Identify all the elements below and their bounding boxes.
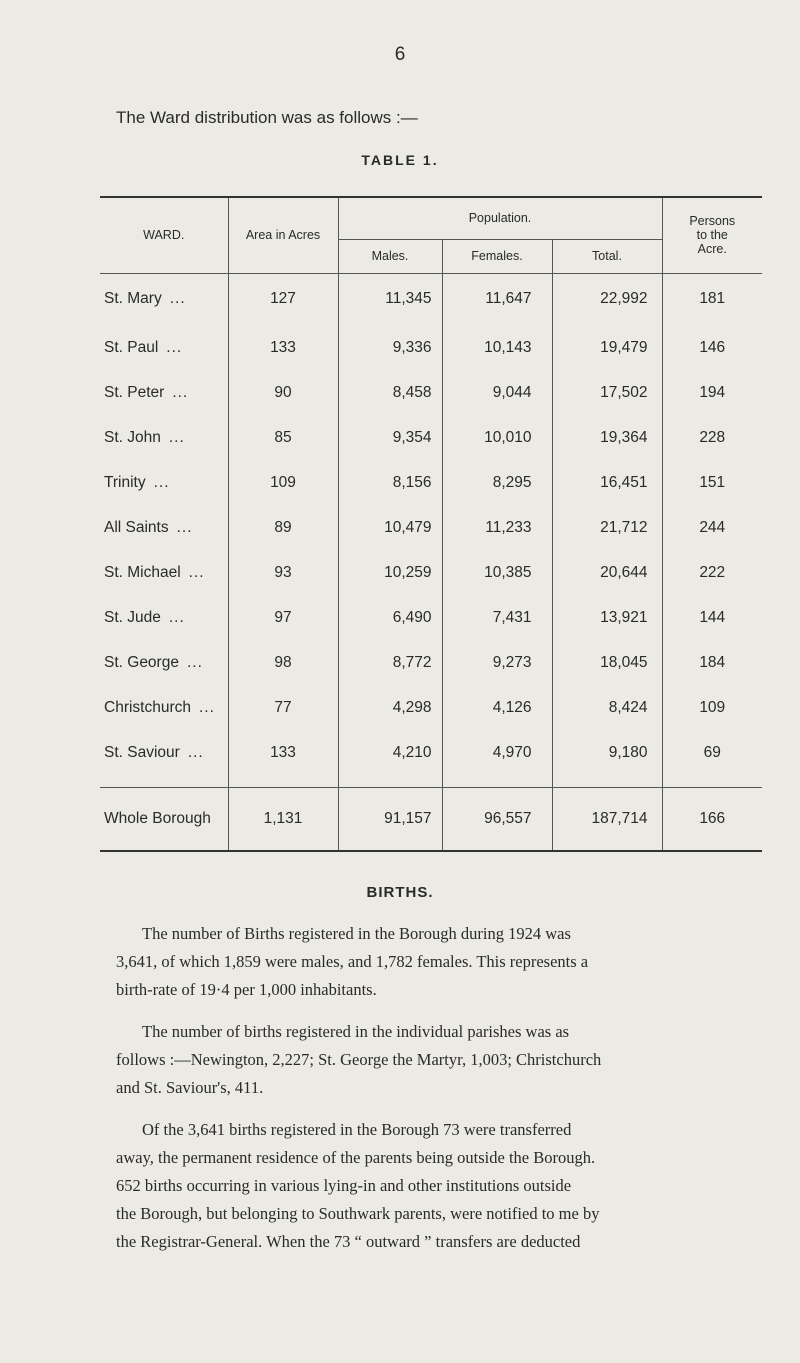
header-persons-line3: Acre. bbox=[697, 242, 727, 257]
leader-dots: ... bbox=[169, 290, 186, 308]
cell-total: 19,479 bbox=[552, 325, 662, 370]
cell-persons: 181 bbox=[662, 273, 762, 325]
para3-line: Of the 3,641 births registered in the Borough 73 were transferred bbox=[142, 1120, 572, 1139]
ward-name: St. Mary bbox=[104, 290, 162, 308]
births-paragraph-2 bbox=[116, 1018, 756, 1102]
table-total-row bbox=[100, 787, 762, 851]
para3-line: 652 births occurring in various lying-in and other institutions outside bbox=[116, 1176, 572, 1195]
cell-females: 8,295 bbox=[442, 460, 552, 505]
births-heading: BIRTHS. bbox=[366, 884, 434, 901]
header-males: Males. bbox=[338, 239, 442, 273]
ward-name: St. Peter bbox=[104, 383, 165, 401]
cell-ward bbox=[100, 640, 228, 685]
cell-ward bbox=[100, 595, 228, 640]
table-title: TABLE 1. bbox=[361, 152, 439, 168]
header-females: Females. bbox=[442, 239, 552, 273]
ward-name: St. Jude bbox=[104, 608, 161, 626]
leader-dots: ... bbox=[172, 383, 189, 401]
cell-ward bbox=[100, 685, 228, 730]
cell-persons: 151 bbox=[662, 460, 762, 505]
cell-area: 133 bbox=[228, 325, 338, 370]
leader-dots: ... bbox=[187, 743, 204, 761]
para2-line: The number of births registered in the individual parishes was as bbox=[142, 1022, 570, 1041]
para2-line: follows :—Newington, 2,227; St. George the Martyr, 1,003; Christchurch bbox=[116, 1050, 602, 1069]
cell-persons: 109 bbox=[662, 685, 762, 730]
cell-total: 21,712 bbox=[552, 505, 662, 550]
cell-total: 22,992 bbox=[552, 273, 662, 325]
leader-dots: ... bbox=[168, 608, 185, 626]
cell-males: 9,336 bbox=[338, 325, 442, 370]
ward-name: St. Saviour bbox=[104, 743, 180, 761]
cell-females: 7,431 bbox=[442, 595, 552, 640]
table-row bbox=[100, 370, 762, 415]
cell-ward bbox=[100, 505, 228, 550]
cell-females: 4,126 bbox=[442, 685, 552, 730]
cell-males: 11,345 bbox=[338, 273, 442, 325]
page-number: 6 bbox=[394, 44, 406, 65]
table-row bbox=[100, 325, 762, 370]
leader-dots: ... bbox=[176, 518, 193, 536]
table-row bbox=[100, 730, 762, 775]
header-area: Area in Acres bbox=[228, 197, 338, 273]
para3-line: away, the permanent residence of the parents being outside the Borough. bbox=[116, 1148, 596, 1167]
cell-males: 10,479 bbox=[338, 505, 442, 550]
table-row bbox=[100, 595, 762, 640]
cell-ward bbox=[100, 415, 228, 460]
table-row bbox=[100, 685, 762, 730]
cell-area: 93 bbox=[228, 550, 338, 595]
ward-distribution-table bbox=[100, 196, 762, 852]
cell-ward bbox=[100, 273, 228, 325]
cell-persons: 184 bbox=[662, 640, 762, 685]
ward-name: All Saints bbox=[104, 518, 169, 536]
cell-ward bbox=[100, 325, 228, 370]
cell-area: 97 bbox=[228, 595, 338, 640]
table-row bbox=[100, 550, 762, 595]
leader-dots: ... bbox=[166, 338, 183, 356]
cell-females: 11,233 bbox=[442, 505, 552, 550]
cell-ward bbox=[100, 730, 228, 775]
cell-area: 89 bbox=[228, 505, 338, 550]
ward-name: St. John bbox=[104, 428, 161, 446]
leader-dots: ... bbox=[199, 698, 215, 716]
para3-line: the Borough, but belonging to Southwark parents, were notified to me by bbox=[116, 1204, 600, 1223]
cell-females: 11,647 bbox=[442, 273, 552, 325]
cell-males: 6,490 bbox=[338, 595, 442, 640]
para2-line: and St. Saviour's, 411. bbox=[116, 1078, 264, 1097]
cell-total: 18,045 bbox=[552, 640, 662, 685]
cell-males: 8,458 bbox=[338, 370, 442, 415]
cell-males: 10,259 bbox=[338, 550, 442, 595]
cell-persons: 194 bbox=[662, 370, 762, 415]
cell-females: 10,385 bbox=[442, 550, 552, 595]
total-females: 96,557 bbox=[442, 787, 552, 851]
cell-females: 4,970 bbox=[442, 730, 552, 775]
table-row bbox=[100, 460, 762, 505]
cell-persons: 222 bbox=[662, 550, 762, 595]
leader-dots: ... bbox=[188, 563, 205, 581]
total-area: 1,131 bbox=[228, 787, 338, 851]
para1-line: The number of Births registered in the Borough during 1924 was bbox=[142, 924, 571, 943]
cell-total: 16,451 bbox=[552, 460, 662, 505]
cell-persons: 144 bbox=[662, 595, 762, 640]
header-total: Total. bbox=[552, 239, 662, 273]
cell-total: 9,180 bbox=[552, 730, 662, 775]
cell-females: 9,273 bbox=[442, 640, 552, 685]
para3-line: the Registrar-General. When the 73 “ outward ” transfers are deducted bbox=[116, 1232, 581, 1251]
header-population: Population. bbox=[338, 197, 662, 239]
table-row bbox=[100, 415, 762, 460]
cell-total: 8,424 bbox=[552, 685, 662, 730]
cell-persons: 69 bbox=[662, 730, 762, 775]
cell-area: 109 bbox=[228, 460, 338, 505]
table-row bbox=[100, 273, 762, 325]
leader-dots: ... bbox=[186, 653, 203, 671]
ward-name: Christchurch bbox=[104, 698, 191, 716]
cell-ward bbox=[100, 550, 228, 595]
total-persons: 166 bbox=[662, 787, 762, 851]
cell-persons: 228 bbox=[662, 415, 762, 460]
cell-ward bbox=[100, 370, 228, 415]
cell-area: 85 bbox=[228, 415, 338, 460]
cell-males: 4,298 bbox=[338, 685, 442, 730]
ward-name: Trinity bbox=[104, 473, 146, 491]
cell-males: 9,354 bbox=[338, 415, 442, 460]
leader-dots: ... bbox=[153, 473, 170, 491]
header-persons-line2: to the bbox=[696, 228, 728, 243]
total-total: 187,714 bbox=[552, 787, 662, 851]
para1-line: 3,641, of which 1,859 were males, and 1,782 females. This represents a bbox=[116, 952, 589, 971]
cell-total: 17,502 bbox=[552, 370, 662, 415]
table-row bbox=[100, 505, 762, 550]
cell-area: 77 bbox=[228, 685, 338, 730]
header-persons-per-acre bbox=[662, 197, 762, 273]
cell-ward bbox=[100, 460, 228, 505]
para1-line: birth-rate of 19·4 per 1,000 inhabitants. bbox=[116, 980, 377, 999]
total-males: 91,157 bbox=[338, 787, 442, 851]
cell-females: 10,143 bbox=[442, 325, 552, 370]
header-ward: WARD. bbox=[100, 197, 228, 273]
cell-males: 8,772 bbox=[338, 640, 442, 685]
ward-name: St. Paul bbox=[104, 338, 159, 356]
total-ward: Whole Borough bbox=[104, 809, 211, 827]
ward-name: St. Michael bbox=[104, 563, 181, 581]
cell-total: 19,364 bbox=[552, 415, 662, 460]
cell-males: 8,156 bbox=[338, 460, 442, 505]
intro-text: The Ward distribution was as follows :— bbox=[116, 108, 418, 127]
cell-males: 4,210 bbox=[338, 730, 442, 775]
cell-persons: 244 bbox=[662, 505, 762, 550]
cell-area: 133 bbox=[228, 730, 338, 775]
cell-area: 90 bbox=[228, 370, 338, 415]
cell-females: 10,010 bbox=[442, 415, 552, 460]
births-paragraph-3 bbox=[116, 1116, 756, 1256]
table-row bbox=[100, 640, 762, 685]
leader-dots: ... bbox=[168, 428, 185, 446]
cell-persons: 146 bbox=[662, 325, 762, 370]
cell-females: 9,044 bbox=[442, 370, 552, 415]
ward-name: St. George bbox=[104, 653, 179, 671]
cell-area: 98 bbox=[228, 640, 338, 685]
cell-total: 20,644 bbox=[552, 550, 662, 595]
cell-area: 127 bbox=[228, 273, 338, 325]
births-paragraph-1 bbox=[116, 920, 756, 1004]
table-body bbox=[100, 273, 762, 775]
header-persons-line1: Persons bbox=[689, 214, 736, 229]
cell-total: 13,921 bbox=[552, 595, 662, 640]
